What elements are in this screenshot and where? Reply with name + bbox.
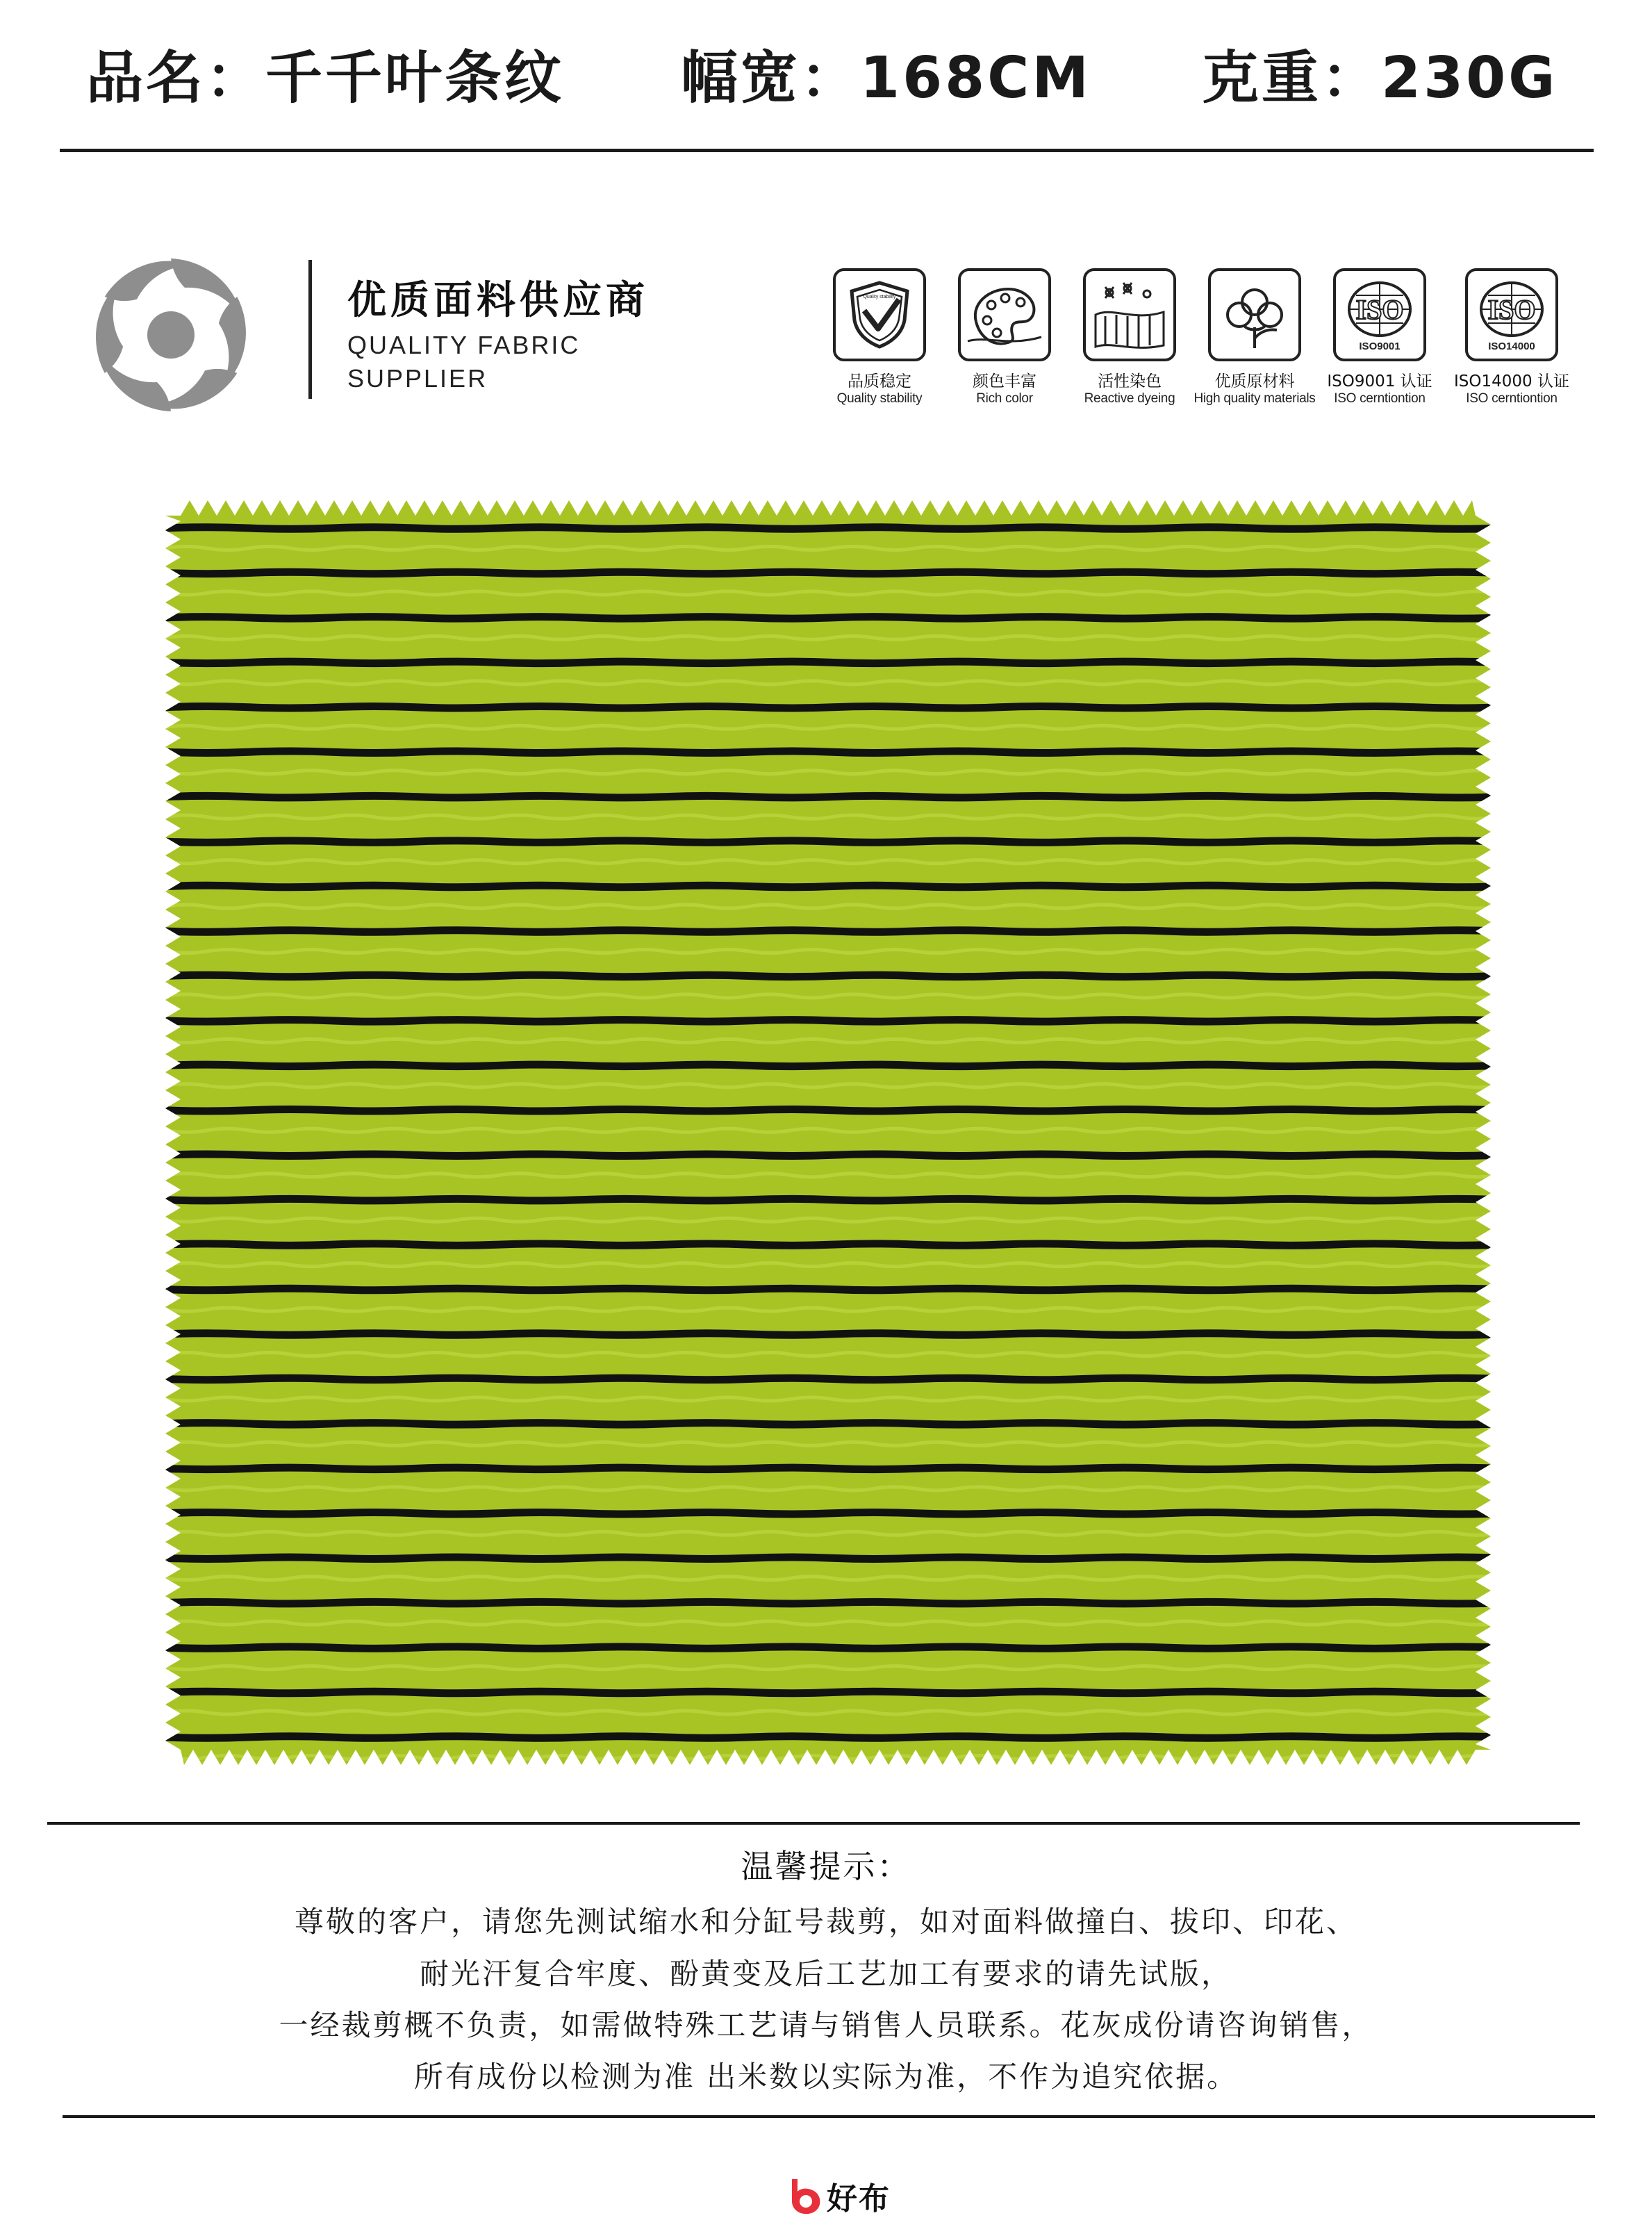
brand-title-en-line2: SUPPLIER [347, 364, 488, 393]
feature-label-en: Reactive dyeing [1084, 391, 1175, 406]
cotton-icon [1208, 268, 1301, 361]
fabric-weight-value: 230G [1381, 45, 1558, 111]
fabric-stripe [165, 1199, 1491, 1201]
product-name-value: 千千叶条纹 [265, 45, 565, 111]
fabric-stripe [165, 1110, 1491, 1112]
notice-line: 所有成份以检测为准 出米数以实际为准，不作为追究依据。 [413, 2060, 1239, 2094]
svg-text:ISO: ISO [1355, 294, 1404, 325]
svg-text:ISO14000: ISO14000 [1488, 340, 1535, 352]
fabric-width [681, 45, 1091, 111]
fabric-stripe [165, 1423, 1491, 1425]
fabric-stripe [165, 1065, 1491, 1067]
fabric-stripe [165, 751, 1491, 753]
product-name [86, 45, 565, 111]
fabric-stripe [165, 885, 1491, 887]
feature-label-en: ISO cerntiontion [1466, 391, 1558, 406]
b-logo-icon [785, 2176, 824, 2215]
swirl-logo-icon [88, 252, 254, 418]
fabric-stripe [165, 527, 1491, 529]
palette-icon [958, 268, 1051, 361]
fabric-stripe [165, 1333, 1491, 1336]
fabric-stripe [165, 617, 1491, 619]
feature-label-cn: 活性染色 [1098, 372, 1162, 391]
header-divider [60, 149, 1594, 152]
fabric-swatch [165, 500, 1491, 1765]
notice-line: 一经裁剪概不负责，如需做特殊工艺请与销售人员联系。花灰成份请咨询销售， [279, 2008, 1373, 2042]
feature-quality-stability [817, 268, 942, 406]
feature-iso14000 [1449, 268, 1574, 406]
brand-title-cn: 优质面料供应商 [347, 278, 649, 323]
iso-icon [1333, 268, 1426, 361]
svg-text:ISO: ISO [1487, 294, 1536, 325]
feature-reactive-dyeing [1067, 268, 1192, 406]
brand-title-en-line1: QUALITY FABRIC [347, 331, 581, 359]
dye-fabric-icon [1083, 268, 1176, 361]
fabric-width-label: 幅宽： [681, 45, 861, 111]
fabric-stripe [165, 1154, 1491, 1156]
notice-title: 温馨提示： [741, 1848, 911, 1885]
feature-label-cn: ISO14000 认证 [1454, 372, 1569, 391]
fabric-stripe [165, 930, 1491, 933]
feature-label-en: Quality stability [836, 391, 923, 406]
brand-divider [308, 260, 312, 399]
notice-line: 尊敬的客户，请您先测试缩水和分缸号裁剪，如对面料做撞白、拔印、印花、 [294, 1905, 1357, 1939]
fabric-stripe [165, 1513, 1491, 1515]
fabric-stripe [165, 1244, 1491, 1246]
feature-quality-materials [1192, 268, 1317, 406]
fabric-stripe [165, 796, 1491, 798]
iso-icon [1465, 268, 1558, 361]
fabric-stripe [165, 841, 1491, 843]
fabric-stripe [165, 1736, 1491, 1739]
fabric-stripe [165, 707, 1491, 709]
fabric-stripe [165, 572, 1491, 574]
notice-divider-bottom [63, 2115, 1595, 2118]
fabric-stripe [165, 1378, 1491, 1380]
fabric-stripe [165, 662, 1491, 664]
feature-label-cn: 颜色丰富 [973, 372, 1036, 391]
feature-rich-color [942, 268, 1067, 406]
svg-text:ISO9001: ISO9001 [1359, 340, 1401, 352]
fabric-stripe [165, 1288, 1491, 1290]
notice-line: 耐光汗复合牢度、酚黄变及后工艺加工有要求的请先试版， [419, 1957, 1232, 1991]
fabric-stripe [165, 1557, 1491, 1559]
fabric-stripe [165, 1602, 1491, 1604]
feature-label-cn: 优质原材料 [1214, 372, 1295, 391]
feature-label-cn: ISO9001 认证 [1327, 372, 1432, 391]
spec-header [0, 0, 1652, 153]
footer-brand-text: 好布 [827, 2181, 891, 2217]
fabric-weight-label: 克重： [1202, 45, 1382, 111]
fabric-stripe [165, 1691, 1491, 1693]
fabric-stripe [165, 1020, 1491, 1022]
feature-label-cn: 品质稳定 [848, 372, 911, 391]
fabric-width-value: 168CM [860, 45, 1091, 111]
notice-divider-top [47, 1822, 1580, 1825]
fabric-stripe [165, 1647, 1491, 1649]
product-name-label: 品名： [86, 45, 266, 111]
feature-label-en: High quality materials [1193, 391, 1316, 406]
fabric-stripe [165, 1468, 1491, 1470]
footer-logo [785, 2175, 891, 2217]
feature-iso9001 [1317, 268, 1442, 406]
fabric-weight [1202, 45, 1558, 111]
fabric-stripe [165, 975, 1491, 977]
feature-label-en: ISO cerntiontion [1334, 391, 1426, 406]
shield-check-icon [833, 268, 926, 361]
feature-label-en: Rich color [976, 391, 1033, 406]
svg-text:Quality stability: Quality stability [863, 295, 896, 299]
